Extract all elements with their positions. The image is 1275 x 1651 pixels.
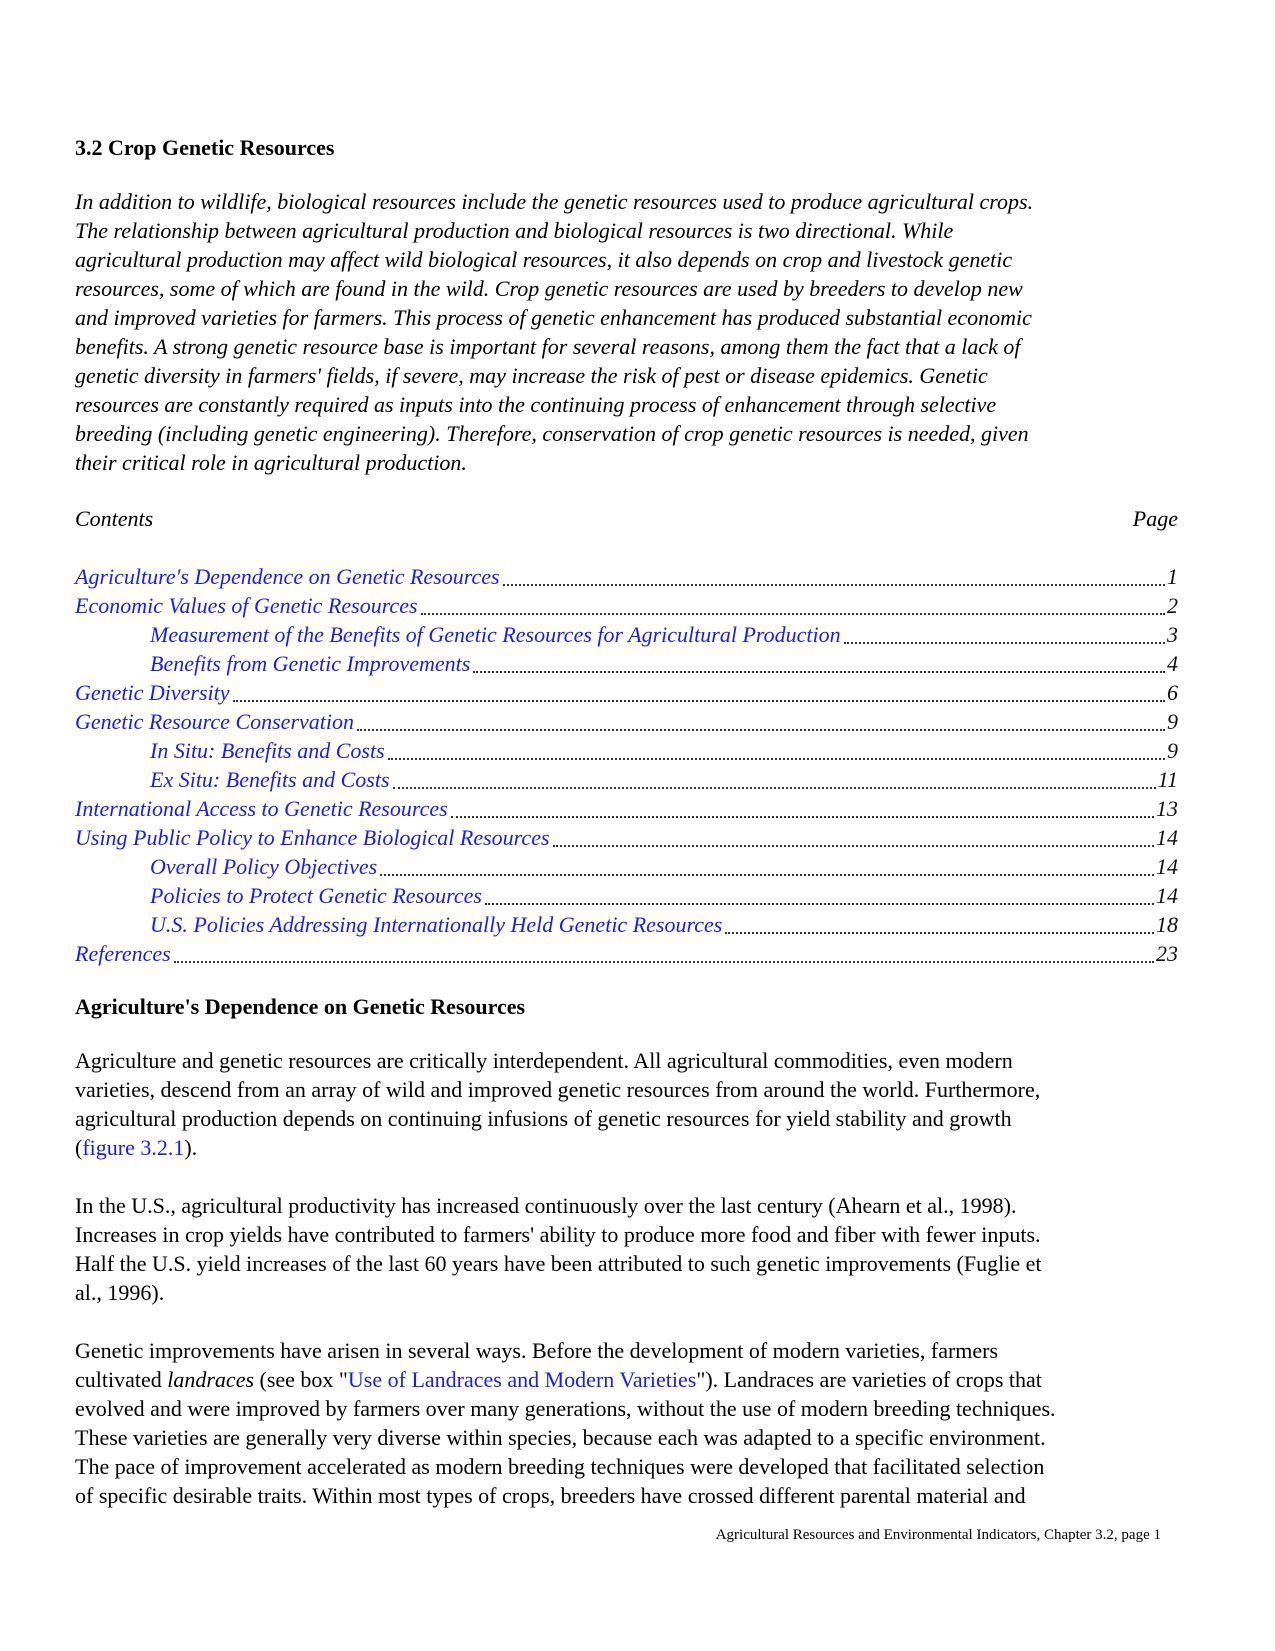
intro-line: their critical role in agricultural production. — [75, 450, 467, 475]
figure-link[interactable]: figure 3.2.1 — [82, 1135, 185, 1160]
body-paragraph-2 — [75, 1191, 1185, 1307]
text-run: (see box " — [254, 1367, 348, 1392]
toc-header — [75, 505, 1178, 533]
text-run: "). Landraces are varieties of crops that — [696, 1367, 1042, 1392]
toc-leader — [485, 903, 1154, 905]
toc-page-number: 23 — [1156, 941, 1178, 966]
toc-page-number: 6 — [1167, 680, 1178, 705]
paragraph-line: Increases in crop yields have contributed to farmers' ability to produce more food and fiber with fewer inputs. — [75, 1222, 1041, 1247]
toc-page-number: 4 — [1167, 651, 1178, 676]
toc-link[interactable]: Economic Values of Genetic Resources — [75, 593, 418, 618]
toc-link[interactable]: U.S. Policies Addressing Internationally Held Genetic Resources — [150, 912, 723, 937]
toc-link[interactable]: Benefits from Genetic Improvements — [150, 651, 471, 676]
toc-link[interactable]: Overall Policy Objectives — [150, 854, 378, 879]
toc-leader — [393, 787, 1156, 789]
intro-line: resources are constantly required as inputs into the continuing process of enhancement through selective — [75, 392, 997, 417]
intro-line: benefits. A strong genetic resource base is important for several reasons, among them the fact that a lack of — [75, 334, 1021, 359]
paragraph-line: varieties, descend from an array of wild and improved genetic resources from around the world. Furthermore, — [75, 1077, 1041, 1102]
text-run: cultivated — [75, 1367, 168, 1392]
toc-entry — [75, 881, 1178, 910]
body-paragraph-1 — [75, 1046, 1185, 1162]
toc-page-label: Page — [1132, 506, 1178, 531]
paren-close: ). — [184, 1135, 198, 1160]
intro-line: The relationship between agricultural production and biological resources is two directional. While — [75, 218, 954, 243]
toc-page-number: 14 — [1156, 883, 1178, 908]
paragraph-line: Agriculture and genetic resources are critically interdependent. All agricultural commodities, even modern — [75, 1048, 1013, 1073]
toc-page-number: 14 — [1156, 825, 1178, 850]
toc-link[interactable]: Using Public Policy to Enhance Biological Resources — [75, 825, 550, 850]
toc-leader — [357, 729, 1165, 731]
landraces-term: landraces — [167, 1367, 255, 1392]
toc-entry — [75, 852, 1178, 881]
toc-leader — [473, 671, 1165, 673]
paragraph-line: of specific desirable traits. Within most types of crops, breeders have crossed different parental material and — [75, 1483, 1026, 1508]
body-paragraph-3 — [75, 1336, 1185, 1510]
toc-leader — [844, 642, 1165, 644]
toc-page-number: 9 — [1167, 709, 1178, 734]
toc-leader — [553, 845, 1154, 847]
paren-open: ( — [75, 1135, 83, 1160]
page-footer: Agricultural Resources and Environmental Indicators, Chapter 3.2, page 1 — [715, 1527, 1161, 1543]
paragraph-line: evolved and were improved by farmers over many generations, without the use of modern breeding techniques. — [75, 1396, 1056, 1421]
toc-entry — [75, 910, 1178, 939]
toc-leader — [233, 700, 1165, 702]
paragraph-line: al., 1996). — [75, 1280, 165, 1305]
toc-entry — [75, 823, 1178, 852]
toc-leader — [388, 758, 1165, 760]
toc-page-number: 13 — [1156, 796, 1178, 821]
intro-line: resources, some of which are found in the wild. Crop genetic resources are used by breeders to develop new — [75, 276, 1023, 301]
toc-entry — [75, 736, 1178, 765]
intro-paragraph — [75, 187, 1185, 477]
toc-entry — [75, 591, 1178, 620]
toc-entry — [75, 620, 1178, 649]
intro-line: agricultural production may affect wild biological resources, it also depends on crop and livestock genetic — [75, 247, 1013, 272]
intro-line: In addition to wildlife, biological resources include the genetic resources used to produce agricultural crops. — [75, 189, 1034, 214]
toc-page-number: 9 — [1167, 738, 1178, 763]
toc-entry — [75, 765, 1178, 794]
toc-leader — [725, 932, 1154, 934]
toc-leader — [451, 816, 1154, 818]
toc-contents-label: Contents — [75, 506, 154, 531]
paragraph-line — [75, 1365, 1185, 1394]
toc-entry — [75, 939, 1178, 968]
toc-leader — [380, 874, 1154, 876]
table-of-contents — [75, 562, 1178, 968]
toc-page-number: 2 — [1167, 593, 1178, 618]
toc-link[interactable]: Genetic Resource Conservation — [75, 709, 354, 734]
section-title: 3.2 Crop Genetic Resources — [75, 135, 335, 160]
toc-entry — [75, 707, 1178, 736]
toc-link[interactable]: In Situ: Benefits and Costs — [150, 738, 385, 763]
toc-entry — [75, 649, 1178, 678]
paragraph-line: Genetic improvements have arisen in several ways. Before the development of modern varieties, farmers — [75, 1338, 999, 1363]
toc-entry — [75, 794, 1178, 823]
landraces-box-link[interactable]: Use of Landraces and Modern Varieties — [347, 1367, 697, 1392]
toc-leader — [421, 613, 1165, 615]
paragraph-line: agricultural production depends on continuing infusions of genetic resources for yield stability and growth — [75, 1106, 1012, 1131]
toc-link[interactable]: Genetic Diversity — [75, 680, 230, 705]
toc-link[interactable]: International Access to Genetic Resources — [75, 796, 448, 821]
toc-page-number: 11 — [1157, 767, 1178, 792]
intro-line: and improved varieties for farmers. This process of genetic enhancement has produced substantial economic — [75, 305, 1032, 330]
toc-entry — [75, 678, 1178, 707]
paragraph-line: Half the U.S. yield increases of the last 60 years have been attributed to such genetic improvements (Fuglie et — [75, 1251, 1042, 1276]
toc-page-number: 3 — [1167, 622, 1178, 647]
toc-link[interactable]: References — [75, 941, 171, 966]
paragraph-line: The pace of improvement accelerated as modern breeding techniques were developed that facilitated selection — [75, 1454, 1045, 1479]
toc-link[interactable]: Agriculture's Dependence on Genetic Resources — [75, 564, 500, 589]
paragraph-line — [75, 1133, 1185, 1162]
toc-link[interactable]: Policies to Protect Genetic Resources — [150, 883, 482, 908]
toc-page-number: 18 — [1156, 912, 1178, 937]
toc-page-number: 1 — [1167, 564, 1178, 589]
paragraph-line: These varieties are generally very diverse within species, because each was adapted to a specific environment. — [75, 1425, 1046, 1450]
intro-line: breeding (including genetic engineering). Therefore, conservation of crop genetic resources is needed, given — [75, 421, 1029, 446]
paragraph-line: In the U.S., agricultural productivity has increased continuously over the last century (Ahearn et al., 1998). — [75, 1193, 1017, 1218]
intro-line: genetic diversity in farmers' fields, if severe, may increase the risk of pest or disease epidemics. Genetic — [75, 363, 988, 388]
toc-link[interactable]: Measurement of the Benefits of Genetic Resources for Agricultural Production — [150, 622, 841, 647]
toc-leader — [174, 961, 1154, 963]
toc-page-number: 14 — [1156, 854, 1178, 879]
toc-leader — [503, 584, 1165, 586]
toc-link[interactable]: Ex Situ: Benefits and Costs — [150, 767, 390, 792]
toc-entry — [75, 562, 1178, 591]
subsection-title: Agriculture's Dependence on Genetic Resources — [75, 994, 526, 1019]
